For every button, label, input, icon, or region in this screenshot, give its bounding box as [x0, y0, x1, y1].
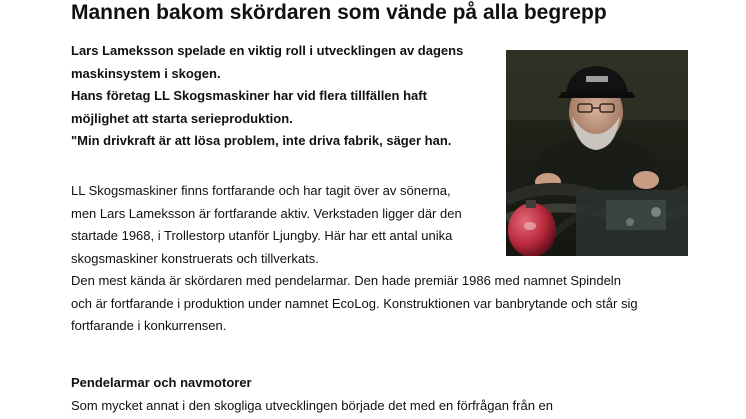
body-paragraph-3: Som mycket annat i den skogliga utvecklingen började det med en förfrågan från en	[71, 398, 554, 413]
article-title: Mannen bakom skördaren som vände på alla begrepp	[71, 1, 607, 24]
section-heading: Pendelarmar och navmotorer	[71, 375, 252, 390]
portrait-photo-icon	[506, 50, 688, 256]
body-line: men Lars Lameksson är fortfarande aktiv. Verkstaden ligger där den	[71, 205, 462, 221]
lead-line: "Min drivkraft är att lösa problem, inte driva fabrik, säger han.	[71, 133, 452, 148]
lead-line: möjlighet att starta serieproduktion.	[71, 110, 293, 126]
body-line: skogsmaskiner konstruerats och tillverkats.	[71, 250, 319, 266]
lead-line: Lars Lameksson spelade en viktig roll i utvecklingen av dagens	[71, 43, 464, 58]
body-line: Den mest kända är skördaren med pendelarmar. Den hade premiär 1986 med namnet Spindeln	[71, 273, 621, 288]
body-line: LL Skogsmaskiner finns fortfarande och har tagit över av sönerna,	[71, 183, 451, 198]
portrait-photo	[506, 50, 688, 256]
body-line: fortfarande i konkurrensen.	[71, 318, 227, 333]
lead-paragraph	[71, 40, 501, 153]
body-paragraph-1	[71, 180, 501, 270]
body-line: startade 1968, i Trollestorp utanför Ljungby. Här har ett antal unika	[71, 228, 453, 243]
body-line: och är fortfarande i produktion under namnet EcoLog. Konstruktionen var banbrytande och står sig	[71, 295, 638, 311]
body-paragraph-2	[71, 270, 721, 338]
lead-line: maskinsystem i skogen.	[71, 65, 221, 81]
lead-line: Hans företag LL Skogsmaskiner har vid flera tillfällen haft	[71, 88, 427, 103]
